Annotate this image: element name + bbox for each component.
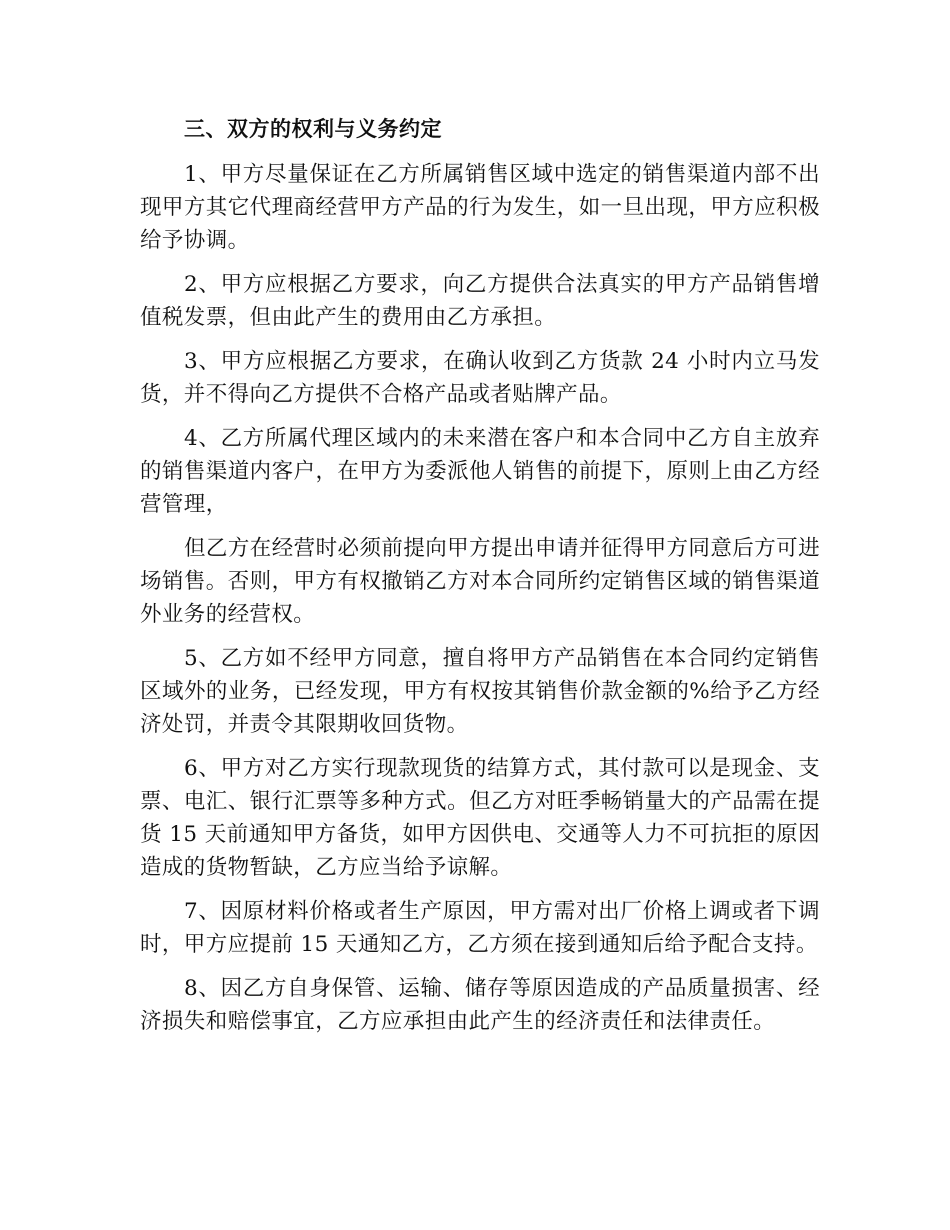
paragraph-7: 7、因原材料价格或者生产原因，甲方需对出厂价格上调或者下调时，甲方应提前 15 天通知乙方，乙方须在接到通知后给予配合支持。 <box>140 899 820 957</box>
paragraph-5: 5、乙方如不经甲方同意，擅自将甲方产品销售在本合同约定销售区域外的业务，已经发现，甲方有权按其销售价款金额的%给予乙方经济处罚，并责令其限期收回货物。 <box>140 646 820 737</box>
paragraph-4-continued: 但乙方在经营时必须前提向甲方提出申请并征得甲方同意后方可进场销售。否则，甲方有权撤销乙方对本合同所约定销售区域的销售渠道外业务的经营权。 <box>140 536 820 627</box>
document-body <box>140 112 820 1049</box>
paragraph-3: 3、甲方应根据乙方要求，在确认收到乙方货款 24 小时内立马发货，并不得向乙方提供不合格产品或者贴牌产品。 <box>140 349 820 407</box>
paragraph-6: 6、甲方对乙方实行现款现货的结算方式，其付款可以是现金、支票、电汇、银行汇票等多种方式。但乙方对旺季畅销量大的产品需在提货 15 天前通知甲方备货，如甲方因供电、交通等人力不可抗拒的原因造成的货物暂缺，乙方应当给予谅解。 <box>140 756 820 880</box>
section-heading: 三、双方的权利与义务约定 <box>184 117 442 141</box>
paragraph-2: 2、甲方应根据乙方要求，向乙方提供合法真实的甲方产品销售增值税发票，但由此产生的费用由乙方承担。 <box>140 272 820 330</box>
paragraph-8: 8、因乙方自身保管、运输、储存等原因造成的产品质量损害、经济损失和赔偿事宜，乙方应承担由此产生的经济责任和法律责任。 <box>140 976 820 1034</box>
paragraph-1: 1、甲方尽量保证在乙方所属销售区域中选定的销售渠道内部不出现甲方其它代理商经营甲方产品的行为发生，如一旦出现，甲方应积极给予协调。 <box>140 162 820 253</box>
paragraph-4: 4、乙方所属代理区域内的未来潜在客户和本合同中乙方自主放弃的销售渠道内客户，在甲方为委派他人销售的前提下，原则上由乙方经营管理， <box>140 426 820 517</box>
